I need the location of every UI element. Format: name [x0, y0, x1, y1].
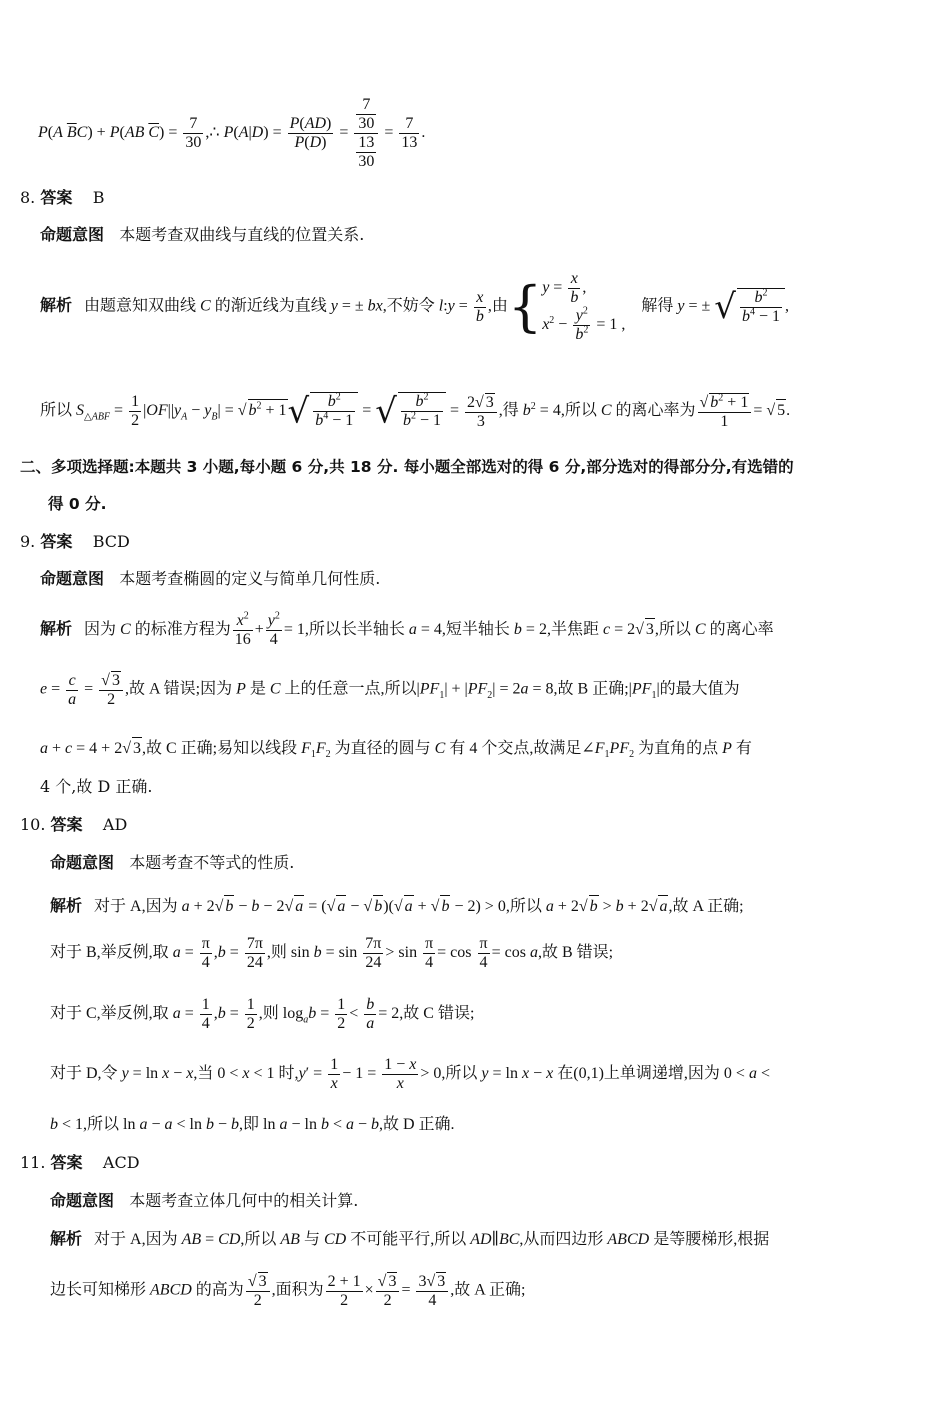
- q11-answer: ACD: [102, 1153, 140, 1172]
- q9-analysis-line3: a + c = 4 + 2√ 3,故 C 正确;易知以线段 $F_1F_2$ 为直径的圆与 C 有 4 个交点,故满足$\angle F_1PF_2$ 为直角的点 P 有: [40, 737, 752, 760]
- q8-intent-line: [40, 224, 364, 246]
- q10-line-c: 对于 C,举反例,取 a = $\frac{1}{4}$ ,b = $\frac{1}{2}$ ,则 $\log_ab$ = $\frac{1}{2}$ < $\frac{b}{a}$ = 2,故 C 错误;: [50, 996, 475, 1032]
- intent-label: 命题意图: [50, 853, 115, 872]
- section2-heading-cont: 得 0 分.: [48, 495, 107, 513]
- q8-answer: B: [92, 188, 105, 207]
- q8-number: 8.: [20, 188, 36, 207]
- section2-heading: 二、多项选择题:本题共 3 小题,每小题 6 分,共 18 分. 每小题全部选对的得 6 分,部分选对的得部分分,有选错的: [20, 458, 794, 476]
- intent-label: 命题意图: [50, 1191, 115, 1210]
- q9-answer-line: [20, 531, 130, 553]
- q9-intent: 本题考查椭圆的定义与简单几何性质.: [119, 569, 381, 588]
- q11-number: 11.: [20, 1153, 46, 1172]
- q8-intent: 本题考查双曲线与直线的位置关系.: [119, 225, 365, 244]
- q9-intent-line: [40, 568, 380, 590]
- q11-analysis-line2: 边长可知梯形 ABCD 的高为 $\frac{√ 3}{2}$ ,面积为 $\frac{2 + 1}{2}$ × $\frac{√ 3}{2}$ = $\frac{3√ 3}{4}$ ,故 A 正确;: [50, 1272, 526, 1309]
- q11-analysis-line1: 解析 对于 A,因为 AB = CD,所以 AB 与 CD 不可能平行,所以 AD∥BC,从而四边形 ABCD 是等腰梯形,根据: [50, 1229, 770, 1248]
- q10-intent: 本题考查不等式的性质.: [129, 853, 295, 872]
- answer-label: 答案: [40, 532, 73, 551]
- q8-analysis-line2: 所以 $S_{\triangle ABF}$ = $\frac{1}{2}$ $|OF||y_A - y_B|$ = √ $b^2 + 1√$ $\frac{b^2}{b^4 - 1}$ = √ $\frac{b^2}{b^2 - 1}$ = $\frac{2√ 3}{3}$ ,得 $b^2 = 4$,所以 C 的离心率为 $\frac{√ b^2 + 1}{1}$ = √ 5.: [40, 391, 791, 432]
- q8-analysis-line1: 解析 由题意知双曲线 C 的渐近线为直线 y = ± bx,不妨令 l:y = $\frac{x}{b}$ ,由{ y = $\frac{x}{b}$ , $x^2$ − $\frac{y^2}{b^2}$ = 1 , 解得 y = ± √ $\frac{b^2}{b^4 - 1}$ ,: [40, 270, 789, 343]
- q10-line-d2: b < 1,所以 ln a − a < ln b − b,即 ln a − ln b < a − b,故 D 正确.: [50, 1116, 455, 1133]
- analysis-label: 解析: [40, 619, 73, 639]
- intent-label: 命题意图: [40, 225, 105, 244]
- q11-intent: 本题考查立体几何中的相关计算.: [129, 1191, 359, 1210]
- q10-line-b: 对于 B,举反例,取 a = $\frac{\pi}{4}$ ,b = $\frac{7\pi}{24}$ ,则 sin b = sin $\frac{7\pi}{24}$ > sin $\frac{\pi}{4}$ = cos $\frac{\pi}{4}$ = cos a,故 B 错误;: [50, 935, 614, 971]
- q10-line-d1: 对于 D,令 y = ln x − x,当 0 < x < 1 时,y′ = $\frac{1}{x}$ − 1 = $\frac{1 - x}{x}$ > 0,所以 y = ln x − x 在(0,1)上单调递增,因为 0 < a <: [50, 1056, 770, 1092]
- q10-intent-line: [50, 852, 294, 874]
- top-formula: P(A $\overline{B}C) + P(AB$ $\overline{C}$) = $\frac{7}{30}$ ,∴ P(A|D) = $\frac{P(AD)}{P(D)}$ = $\frac{\frac{7}{30}}{\frac{13}{30}}$ = $\frac{7}{13}$ .: [38, 96, 426, 170]
- q9-analysis-line2: e = $\frac{c}{a}$ = $\frac{√ 3}{2}$ ,故 A 错误;因为 P 是 C 上的任意一点,所以$|PF_1| + |PF_2| = 2a = 8$,故 B 正确$;|PF_1|$的最大值为: [40, 671, 740, 708]
- analysis-label: 解析: [50, 1229, 83, 1248]
- intent-label: 命题意图: [40, 569, 105, 588]
- q9-answer: BCD: [92, 532, 130, 551]
- q10-line-a: 解析 对于 A,因为 a + 2√ b − b − 2√ a = (√ a − √ b)(√ a + √ b − 2) > 0,所以 a + 2√ b > b + 2√ a,故 A 正确;: [50, 895, 744, 918]
- q10-answer: AD: [102, 815, 128, 834]
- q10-answer-line: [20, 814, 127, 836]
- q8-answer-line: [20, 187, 104, 209]
- q9-analysis-line1: 解析 因为 C 的标准方程为 $\frac{x^2}{16}$ + $\frac{y^2}{4}$ = 1,所以长半轴长 a = 4,短半轴长 b = 2,半焦距 c = 2√ 3,所以 C 的离心率: [40, 610, 774, 648]
- q9-number: 9.: [20, 532, 36, 551]
- q9-analysis-line4: 4 个,故 D 正确.: [40, 777, 153, 796]
- q11-answer-line: [20, 1152, 140, 1174]
- answer-label: 答案: [50, 815, 83, 834]
- answer-label: 答案: [40, 188, 73, 207]
- analysis-label: 解析: [40, 295, 73, 315]
- answer-label: 答案: [50, 1153, 83, 1172]
- q10-number: 10.: [20, 815, 46, 834]
- analysis-label: 解析: [50, 896, 83, 915]
- q11-intent-line: [50, 1190, 358, 1212]
